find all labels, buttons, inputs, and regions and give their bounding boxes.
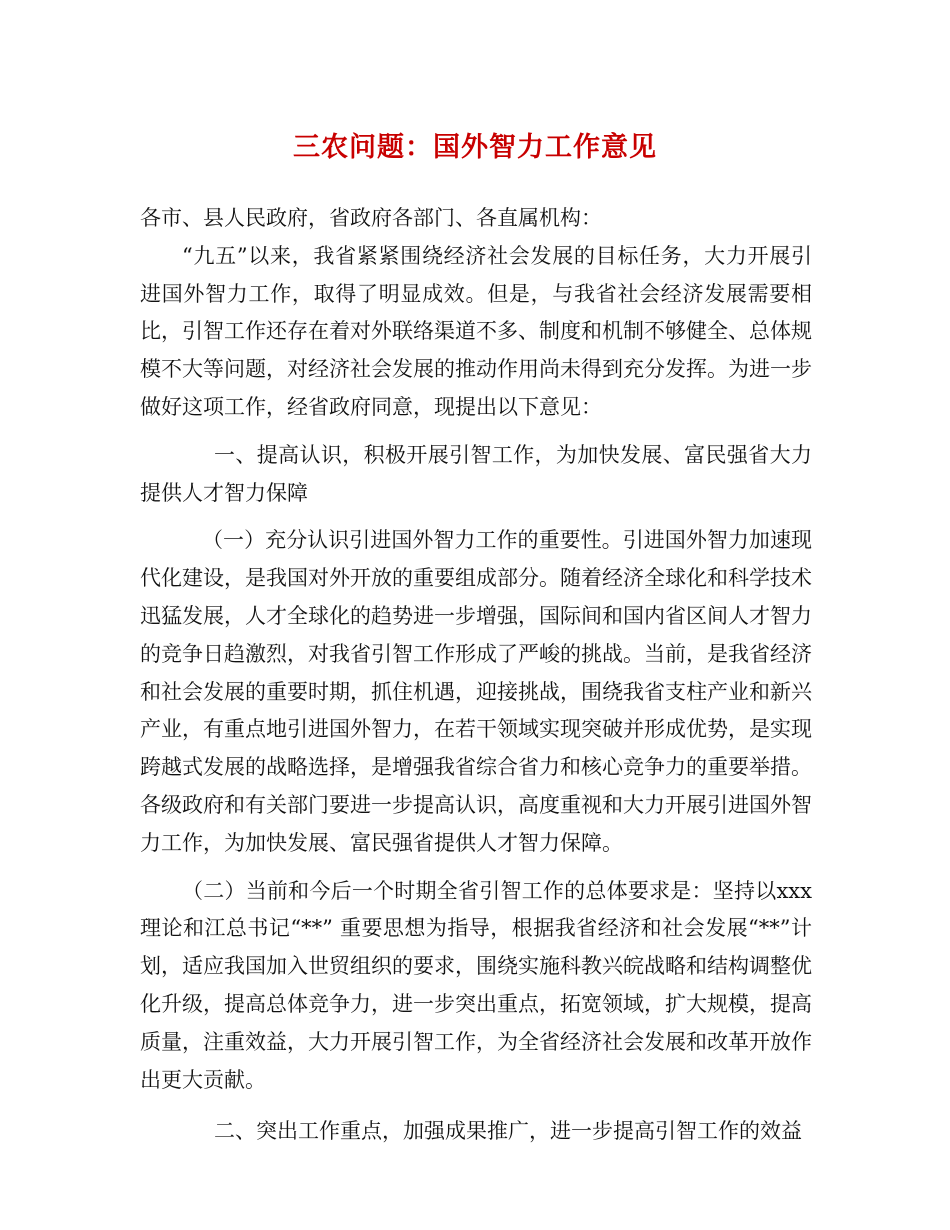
intro-paragraph: “九五”以来，我省紧紧围绕经济社会发展的目标任务，大力开展引进国外智力工作，取得了明显成效。但是，与我省社会经济发展需要相比，引智工作还存在着对外联络渠道不多、制度和机制不够健全、总体规模不大等问题，对经济社会发展的推动作用尚未得到充分发挥。为进一步做好这项工作，经省政府同意，现提出以下意见：: [140, 243, 812, 419]
subsection-1-paragraph: （一）充分认识引进国外智力工作的重要性。引进国外智力加速现代化建设，是我国对外开放的重要组成部分。随着经济全球化和科学技术迅猛发展，人才全球化的趋势进一步增强，国际间和国内省区间人才智力的竞争日趋激烈，对我省引智工作形成了严峻的挑战。当前，是我省经济和社会发展的重要时期，抓住机遇，迎接挑战，围绕我省支柱产业和新兴产业，有重点地引进国外智力，在若干领域实现突破并形成优势，是实现跨越式发展的战略选择，是增强我省综合省力和核心竞争力的重要举措。各级政府和有关部门要进一步提高认识，高度重视和大力开展引进国外智力工作，为加快发展、富民强省提供人才智力保障。: [140, 528, 812, 855]
subsection-2-paragraph: （二）当前和今后一个时期全省引智工作的总体要求是：坚持以xxx 理论和江总书记“**” 重要思想为指导，根据我省经济和社会发展“**”计划，适应我国加入世贸组织的要求，围绕实施科教兴皖战略和结构调整优化升级，提高总体竞争力，进一步突出重点，拓宽领域，扩大规模，提高质量，注重效益，大力开展引智工作，为全省经济社会发展和改革开放作出更大贡献。: [140, 878, 812, 1092]
document-body: [140, 200, 812, 1151]
section-heading-2: 二、突出工作重点，加强成果推广，进一步提高引智工作的效益: [214, 1119, 802, 1144]
salutation: 各市、县人民政府，省政府各部门、各直属机构：: [140, 206, 602, 230]
document-title: 三农问题：国外智力工作意见: [293, 132, 657, 163]
section-heading-1: 一、提高认识，积极开展引智工作，为加快发展、富民强省大力提供人才智力保障: [140, 442, 812, 505]
